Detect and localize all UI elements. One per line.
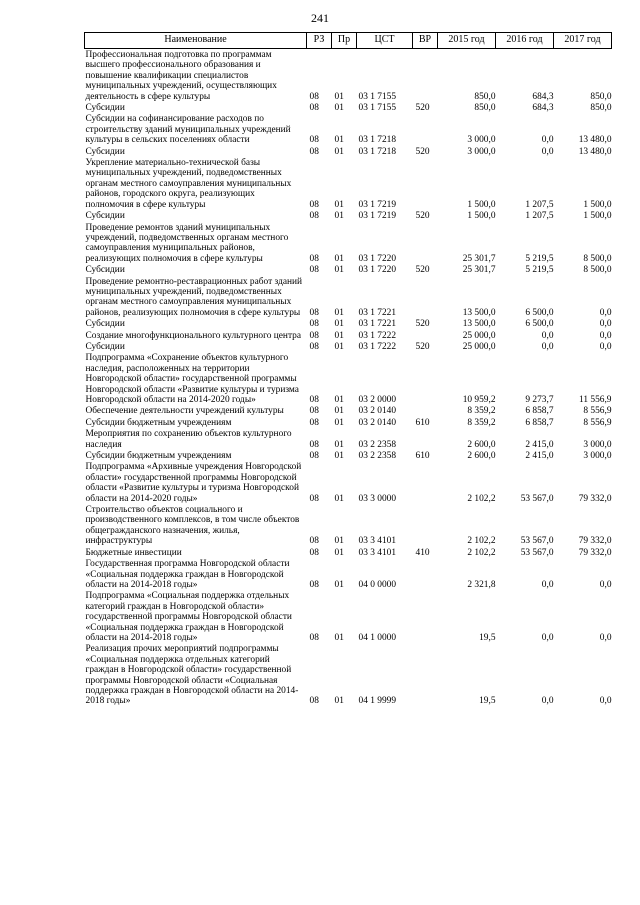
cell-2015: 13 500,0 (462, 307, 496, 318)
cell-vr (413, 352, 438, 405)
cell-cst: 03 1 7219 (358, 211, 396, 222)
cell-pr: 01 (334, 547, 344, 558)
table-row (85, 450, 612, 461)
table-row (85, 264, 612, 275)
cell-rz: 08 (309, 135, 319, 146)
cell-name: Субсидии (85, 319, 125, 330)
cell-rz: 08 (309, 451, 319, 462)
cell-name: Субсидии (85, 146, 125, 157)
cell-pr: 01 (334, 632, 344, 643)
cell-2015: 3 000,0 (467, 146, 496, 157)
cell-2017: 0,0 (599, 632, 612, 643)
cell-cst: 03 1 7155 (358, 103, 396, 114)
cell-2016: 0,0 (541, 146, 554, 157)
cell-vr: 520 (415, 341, 430, 352)
cell-pr: 01 (334, 493, 344, 504)
cell-2017: 8 500,0 (583, 265, 612, 276)
cell-pr: 01 (334, 253, 344, 264)
cell-pr: 01 (334, 146, 344, 157)
cell-cst: 03 1 7220 (358, 265, 396, 276)
cell-name: Профессиональная подготовка по программам высшего профессионального образования и повышение квалификации специалистов муниципальных учреждений, осуществляющих деятельность в сфере культуры (85, 50, 277, 102)
cell-2016: 1 207,5 (525, 211, 554, 222)
cell-2016: 0,0 (541, 135, 554, 146)
cell-vr (413, 428, 438, 450)
cell-2017: 13 480,0 (578, 146, 612, 157)
table-row (85, 157, 612, 210)
table-row (85, 590, 612, 643)
cell-cst: 03 1 7218 (358, 146, 396, 157)
cell-2017: 850,0 (590, 91, 612, 102)
cell-vr: 610 (415, 451, 430, 462)
header-rz: РЗ (307, 33, 332, 49)
cell-2015: 2 102,2 (467, 493, 496, 504)
table-row (85, 547, 612, 558)
table-row (85, 276, 612, 319)
cell-2015: 8 359,2 (467, 417, 496, 428)
cell-cst: 04 1 9999 (358, 696, 396, 707)
cell-2017: 1 500,0 (583, 199, 612, 210)
cell-cst: 03 1 7221 (358, 319, 396, 330)
cell-pr: 01 (334, 319, 344, 330)
cell-2017: 8 556,9 (583, 417, 612, 428)
cell-2015: 3 000,0 (467, 135, 496, 146)
cell-2016: 0,0 (541, 341, 554, 352)
cell-vr (413, 590, 438, 643)
cell-rz: 08 (309, 439, 319, 450)
cell-pr: 01 (334, 439, 344, 450)
cell-name: Подпрограмма «Сохранение объектов культурного наследия, расположенных на территории Новгородской области» государственной программы Новгородской области «Развитие культуры и туризма Новгородской области на 2014-2020 годы» (85, 353, 299, 405)
cell-pr: 01 (334, 341, 344, 352)
table-row (85, 405, 612, 416)
cell-2015: 850,0 (474, 103, 496, 114)
cell-2017: 3 000,0 (583, 439, 612, 450)
budget-table (84, 32, 612, 707)
cell-pr: 01 (334, 199, 344, 210)
cell-2015: 10 959,2 (462, 395, 496, 405)
cell-2016: 684,3 (532, 103, 554, 114)
cell-vr: 520 (415, 265, 430, 276)
cell-rz: 08 (309, 307, 319, 318)
cell-2016: 53 567,0 (520, 536, 554, 547)
cell-vr (413, 643, 438, 706)
cell-vr: 520 (415, 211, 430, 222)
table-row (85, 113, 612, 145)
cell-2016: 684,3 (532, 91, 554, 102)
cell-rz: 08 (309, 536, 319, 547)
cell-cst: 03 2 2358 (358, 451, 396, 462)
cell-rz: 08 (309, 265, 319, 276)
cell-name: Реализация прочих мероприятий подпрограммы «Социальная поддержка отдельных категорий граждан в Новгородской области» государственной программы Новгородской области «Социальная поддержка граждан в Новгородской области на 2014-2018 годы» (85, 644, 299, 707)
header-2016: 2016 год (496, 33, 554, 49)
cell-2017: 0,0 (599, 307, 612, 318)
table-row (85, 102, 612, 113)
cell-2016: 5 219,5 (525, 253, 554, 264)
header-vr: ВР (413, 33, 438, 49)
cell-2015: 2 321,8 (467, 579, 496, 590)
cell-pr: 01 (334, 536, 344, 547)
cell-2017: 8 500,0 (583, 253, 612, 264)
cell-vr (413, 113, 438, 145)
cell-2015: 2 102,2 (467, 547, 496, 558)
cell-name: Подпрограмма «Архивные учреждения Новгородской области» государственной программы Новгородской области «Развитие культуры и туризма Новгородской области на 2014-2020 годы» (85, 462, 302, 504)
table-row (85, 341, 612, 352)
cell-vr: 520 (415, 103, 430, 114)
cell-vr (413, 49, 438, 103)
cell-name: Бюджетные инвестиции (85, 547, 182, 558)
cell-rz: 08 (309, 341, 319, 352)
header-cst: ЦСТ (357, 33, 413, 49)
cell-cst: 03 3 4101 (358, 536, 396, 547)
cell-rz: 08 (309, 319, 319, 330)
cell-name: Создание многофункционального культурного центра (85, 330, 302, 341)
cell-2015: 1 500,0 (467, 211, 496, 222)
cell-cst: 03 1 7222 (358, 330, 396, 341)
cell-pr: 01 (334, 417, 344, 428)
table-row (85, 318, 612, 329)
cell-2017: 1 500,0 (583, 211, 612, 222)
cell-rz: 08 (309, 146, 319, 157)
cell-rz: 08 (309, 330, 319, 341)
cell-2017: 79 332,0 (578, 493, 612, 504)
header-2015: 2015 год (438, 33, 496, 49)
table-row (85, 352, 612, 405)
cell-2017: 11 556,9 (579, 395, 612, 405)
cell-vr (413, 504, 438, 547)
table-row (85, 643, 612, 706)
cell-pr: 01 (334, 406, 344, 417)
cell-name: Укрепление материально-технической базы муниципальных учреждений, подведомственных органам местного самоуправления муниципальных районов, городского округа, реализующих полномочия в сфере культуры (85, 158, 292, 210)
cell-cst: 03 3 0000 (358, 493, 396, 504)
table-row (85, 146, 612, 157)
table-row (85, 417, 612, 428)
cell-rz: 08 (309, 199, 319, 210)
cell-2015: 19,5 (479, 696, 496, 707)
cell-rz: 08 (309, 253, 319, 264)
cell-2017: 0,0 (599, 579, 612, 590)
table-row (85, 49, 612, 103)
cell-rz: 08 (309, 696, 319, 707)
cell-2016: 6 858,7 (525, 406, 554, 417)
table-row (85, 461, 612, 504)
cell-2015: 19,5 (479, 632, 496, 643)
cell-2017: 850,0 (590, 103, 612, 114)
cell-pr: 01 (334, 91, 344, 102)
cell-cst: 03 2 0000 (358, 395, 396, 405)
cell-2015: 850,0 (474, 91, 496, 102)
cell-2016: 9 273,7 (525, 395, 554, 405)
cell-name: Проведение ремонтов зданий муниципальных учреждений, подведомственных органам местного самоуправления муниципальных районов, реализующих полномочия в сфере культуры (85, 222, 289, 264)
cell-rz: 08 (309, 632, 319, 643)
cell-2015: 13 500,0 (462, 319, 496, 330)
cell-rz: 08 (309, 417, 319, 428)
cell-rz: 08 (309, 406, 319, 417)
cell-2017: 8 556,9 (583, 406, 612, 417)
cell-pr: 01 (334, 696, 344, 707)
cell-name: Субсидии (85, 103, 125, 114)
cell-pr: 01 (334, 135, 344, 146)
cell-2015: 2 600,0 (467, 451, 496, 462)
cell-2015: 25 301,7 (462, 253, 496, 264)
cell-2016: 0,0 (541, 632, 554, 643)
cell-2016: 53 567,0 (520, 493, 554, 504)
table-row (85, 222, 612, 265)
cell-vr (413, 558, 438, 590)
cell-pr: 01 (334, 211, 344, 222)
cell-name: Строительство объектов социального и производственного комплексов, в том числе объектов общегражданского назначения, жилья, инфраструктуры (85, 505, 300, 547)
cell-vr: 410 (415, 547, 430, 558)
cell-2016: 53 567,0 (520, 547, 554, 558)
cell-cst: 03 2 0140 (358, 417, 396, 428)
cell-name: Субсидии бюджетным учреждениям (85, 417, 232, 428)
cell-name: Субсидии на софинансирование расходов по строительству зданий муниципальных учреждений культуры в сельских поселениях области (85, 114, 291, 146)
cell-2017: 0,0 (599, 319, 612, 330)
cell-pr: 01 (334, 103, 344, 114)
cell-2016: 0,0 (541, 330, 554, 341)
cell-2017: 79 332,0 (578, 547, 612, 558)
cell-cst: 03 2 2358 (358, 439, 396, 450)
cell-vr (413, 461, 438, 504)
cell-vr: 520 (415, 319, 430, 330)
cell-2016: 5 219,5 (525, 265, 554, 276)
cell-cst: 03 2 0140 (358, 406, 396, 417)
cell-cst: 04 0 0000 (358, 579, 396, 590)
cell-vr (413, 222, 438, 265)
cell-vr: 610 (415, 417, 430, 428)
cell-2015: 1 500,0 (467, 199, 496, 210)
cell-2015: 25 000,0 (462, 341, 496, 352)
table-header-row (85, 33, 612, 49)
cell-cst: 03 1 7219 (358, 199, 396, 210)
cell-pr: 01 (334, 579, 344, 590)
cell-rz: 08 (309, 91, 319, 102)
cell-2017: 0,0 (599, 341, 612, 352)
cell-cst: 03 1 7222 (358, 341, 396, 352)
cell-rz: 08 (309, 103, 319, 114)
table-row (85, 558, 612, 590)
cell-pr: 01 (334, 395, 344, 405)
cell-name: Субсидии (85, 265, 125, 276)
cell-2015: 2 600,0 (467, 439, 496, 450)
cell-2016: 1 207,5 (525, 199, 554, 210)
cell-vr (413, 157, 438, 210)
cell-name: Субсидии бюджетным учреждениям (85, 451, 232, 462)
cell-pr: 01 (334, 307, 344, 318)
cell-2016: 6 500,0 (525, 319, 554, 330)
cell-rz: 08 (309, 579, 319, 590)
cell-name: Обеспечение деятельности учреждений культуры (85, 406, 284, 417)
cell-2015: 25 301,7 (462, 265, 496, 276)
cell-2016: 2 415,0 (525, 451, 554, 462)
cell-name: Мероприятия по сохранению объектов культурного наследия (85, 429, 292, 450)
cell-cst: 04 1 0000 (358, 632, 396, 643)
cell-name: Подпрограмма «Социальная поддержка отдельных категорий граждан в Новгородской области» государственной программы Новгородской области «Социальная поддержка граждан в Новгородской области на 2014-2018 годы» (85, 591, 292, 643)
table-row (85, 504, 612, 547)
cell-2016: 6 858,7 (525, 417, 554, 428)
cell-vr (413, 330, 438, 341)
cell-2017: 79 332,0 (578, 536, 612, 547)
cell-rz: 08 (309, 493, 319, 504)
header-2017: 2017 год (554, 33, 612, 49)
cell-2017: 0,0 (599, 696, 612, 707)
cell-cst: 03 1 7221 (358, 307, 396, 318)
cell-pr: 01 (334, 451, 344, 462)
cell-cst: 03 1 7155 (358, 91, 396, 102)
table-row (85, 210, 612, 221)
cell-vr (413, 405, 438, 416)
cell-2016: 6 500,0 (525, 307, 554, 318)
cell-cst: 03 1 7220 (358, 253, 396, 264)
header-pr: Пр (332, 33, 357, 49)
cell-cst: 03 3 4101 (358, 547, 396, 558)
cell-name: Государственная программа Новгородской области «Социальная поддержка граждан в Новгородской области на 2014-2018 годы» (85, 559, 290, 590)
cell-2015: 25 000,0 (462, 330, 496, 341)
table-row (85, 330, 612, 341)
table-row (85, 428, 612, 450)
cell-2017: 3 000,0 (583, 451, 612, 462)
cell-2015: 2 102,2 (467, 536, 496, 547)
header-name: Наименование (85, 33, 307, 49)
cell-name: Субсидии (85, 341, 125, 352)
cell-2016: 0,0 (541, 579, 554, 590)
cell-vr: 520 (415, 146, 430, 157)
cell-2017: 13 480,0 (578, 135, 612, 146)
cell-rz: 08 (309, 211, 319, 222)
cell-name: Субсидии (85, 211, 125, 222)
cell-2017: 0,0 (599, 330, 612, 341)
cell-rz: 08 (309, 395, 319, 405)
cell-cst: 03 1 7218 (358, 135, 396, 146)
cell-2016: 2 415,0 (525, 439, 554, 450)
cell-rz: 08 (309, 547, 319, 558)
cell-name: Проведение ремонтно-реставрационных работ зданий муниципальных учреждений, подведомственных органам местного самоуправления муниципальных районов, реализующих полномочия в сфере культуры (85, 276, 303, 318)
cell-2016: 0,0 (541, 696, 554, 707)
cell-pr: 01 (334, 330, 344, 341)
page-number: 241 (311, 11, 329, 25)
cell-2015: 8 359,2 (467, 406, 496, 417)
cell-vr (413, 276, 438, 319)
cell-pr: 01 (334, 265, 344, 276)
